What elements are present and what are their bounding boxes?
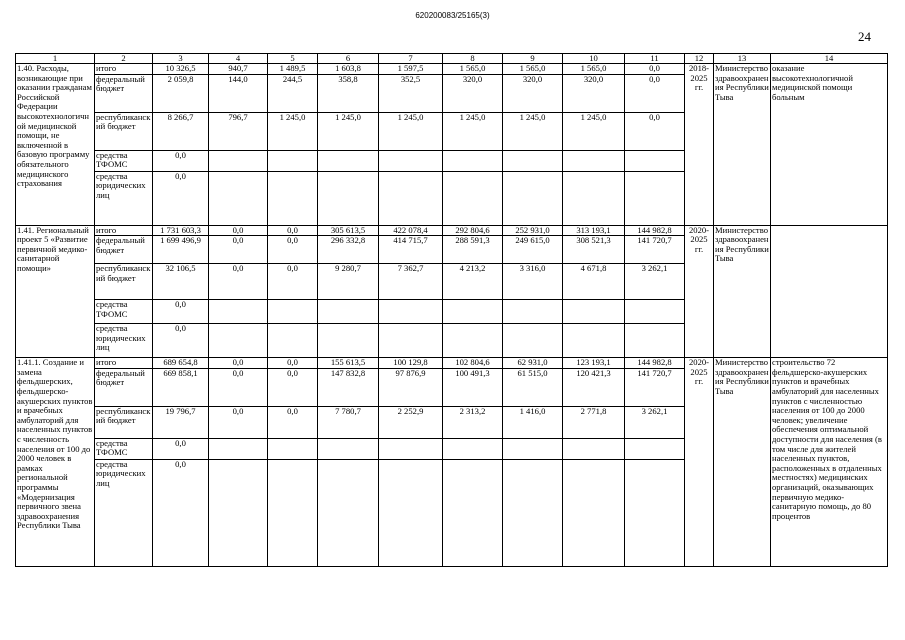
amount-cell <box>443 438 503 459</box>
amount-cell: 1 245,0 <box>318 112 379 150</box>
amount-cell: 9 280,7 <box>318 264 379 300</box>
amount-cell: 120 421,3 <box>563 368 625 406</box>
amount-cell: 1 245,0 <box>379 112 443 150</box>
amount-cell <box>503 438 563 459</box>
amount-cell: 292 804,6 <box>443 225 503 236</box>
amount-cell: 0,0 <box>268 406 318 438</box>
amount-cell: 0,0 <box>153 324 209 358</box>
amount-cell: 144 982,8 <box>625 225 685 236</box>
amount-cell: 1 245,0 <box>268 112 318 150</box>
amount-cell <box>503 324 563 358</box>
amount-cell: 141 720,7 <box>625 368 685 406</box>
amount-cell: 0,0 <box>153 438 209 459</box>
amount-cell: 3 262,1 <box>625 406 685 438</box>
amount-cell <box>443 300 503 324</box>
column-header: 10 <box>563 54 625 64</box>
column-header: 9 <box>503 54 563 64</box>
funding-source: средства юридических лиц <box>95 171 153 225</box>
amount-cell <box>443 150 503 171</box>
document-id: 620200083/25165(3) <box>415 11 490 20</box>
funding-source: республиканский бюджет <box>95 112 153 150</box>
amount-cell: 0,0 <box>625 74 685 112</box>
amount-cell: 7 780,7 <box>318 406 379 438</box>
amount-cell <box>563 459 625 566</box>
amount-cell <box>503 300 563 324</box>
funding-source: средства ТФОМС <box>95 150 153 171</box>
amount-cell: 1 603,8 <box>318 64 379 75</box>
amount-cell: 244,5 <box>268 74 318 112</box>
amount-cell: 1 416,0 <box>503 406 563 438</box>
amount-cell: 1 597,5 <box>379 64 443 75</box>
amount-cell <box>379 300 443 324</box>
amount-cell: 296 332,8 <box>318 236 379 264</box>
amount-cell <box>268 324 318 358</box>
amount-cell: 0,0 <box>209 225 268 236</box>
amount-cell: 352,5 <box>379 74 443 112</box>
amount-cell <box>563 150 625 171</box>
amount-cell <box>268 459 318 566</box>
amount-cell <box>443 171 503 225</box>
executor-cell: Министерство здравоохранения Республики Тыва <box>714 358 771 567</box>
amount-cell <box>503 150 563 171</box>
amount-cell: 940,7 <box>209 64 268 75</box>
executor-cell: Министерство здравоохранения Республики Тыва <box>714 64 771 226</box>
period-cell: 2018-2025 гг. <box>685 64 714 226</box>
page-number: 24 <box>858 29 871 44</box>
result-cell: строительство 72 фельдшерско-акушерских пунктов и врачебных амбулаторий для населенных пунктов с численностью населения от 100 до 2000 человек; увеличение обеспечения оптимальной доступности для населения (в том числе для жителей населенных пунктов, расположенных в отдаленных местностях) медицинских организаций, оказывающих первичную медико-санитарную помощь, до 80 процентов <box>771 358 888 567</box>
amount-cell: 62 931,0 <box>503 358 563 369</box>
period-cell: 2020-2025 гг. <box>685 225 714 358</box>
amount-cell <box>625 171 685 225</box>
column-header: 7 <box>379 54 443 64</box>
amount-cell <box>268 171 318 225</box>
funding-source: итого <box>95 225 153 236</box>
amount-cell <box>443 324 503 358</box>
funding-source: федеральный бюджет <box>95 368 153 406</box>
amount-cell: 308 521,3 <box>563 236 625 264</box>
amount-cell: 3 316,0 <box>503 264 563 300</box>
amount-cell <box>625 300 685 324</box>
amount-cell: 4 213,2 <box>443 264 503 300</box>
amount-cell: 8 266,7 <box>153 112 209 150</box>
amount-cell: 313 193,1 <box>563 225 625 236</box>
funding-source: федеральный бюджет <box>95 236 153 264</box>
amount-cell: 123 193,1 <box>563 358 625 369</box>
amount-cell: 1 489,5 <box>268 64 318 75</box>
amount-cell: 1 565,0 <box>503 64 563 75</box>
amount-cell <box>563 438 625 459</box>
column-header: 13 <box>714 54 771 64</box>
table-row <box>16 64 888 75</box>
header-row <box>16 54 888 64</box>
amount-cell: 0,0 <box>209 264 268 300</box>
amount-cell <box>318 459 379 566</box>
amount-cell: 422 078,4 <box>379 225 443 236</box>
amount-cell: 0,0 <box>625 64 685 75</box>
amount-cell: 0,0 <box>268 358 318 369</box>
amount-cell <box>318 324 379 358</box>
amount-cell: 0,0 <box>268 368 318 406</box>
amount-cell <box>209 150 268 171</box>
amount-cell: 0,0 <box>268 264 318 300</box>
amount-cell: 1 565,0 <box>443 64 503 75</box>
amount-cell: 144,0 <box>209 74 268 112</box>
amount-cell <box>318 171 379 225</box>
amount-cell <box>503 171 563 225</box>
amount-cell: 0,0 <box>625 112 685 150</box>
column-header: 1 <box>16 54 95 64</box>
amount-cell <box>318 150 379 171</box>
amount-cell: 2 059,8 <box>153 74 209 112</box>
amount-cell <box>379 459 443 566</box>
amount-cell: 3 262,1 <box>625 264 685 300</box>
amount-cell <box>318 438 379 459</box>
amount-cell <box>443 459 503 566</box>
amount-cell: 61 515,0 <box>503 368 563 406</box>
amount-cell: 0,0 <box>268 225 318 236</box>
amount-cell: 32 106,5 <box>153 264 209 300</box>
funding-source: средства ТФОМС <box>95 300 153 324</box>
amount-cell <box>625 324 685 358</box>
amount-cell: 288 591,3 <box>443 236 503 264</box>
amount-cell <box>209 459 268 566</box>
funding-source: федеральный бюджет <box>95 74 153 112</box>
amount-cell <box>379 150 443 171</box>
column-header: 11 <box>625 54 685 64</box>
amount-cell <box>563 324 625 358</box>
column-header: 6 <box>318 54 379 64</box>
amount-cell: 2 313,2 <box>443 406 503 438</box>
funding-source: итого <box>95 358 153 369</box>
amount-cell: 2 771,8 <box>563 406 625 438</box>
column-header: 2 <box>95 54 153 64</box>
amount-cell: 19 796,7 <box>153 406 209 438</box>
funding-source: итого <box>95 64 153 75</box>
column-header: 5 <box>268 54 318 64</box>
amount-cell: 689 654,8 <box>153 358 209 369</box>
budget-table <box>15 53 888 567</box>
amount-cell: 1 699 496,9 <box>153 236 209 264</box>
amount-cell: 358,8 <box>318 74 379 112</box>
amount-cell <box>379 438 443 459</box>
measure-name: 1.41. Региональный проект 5 «Развитие первичной медико-санитарной помощи» <box>16 225 95 358</box>
amount-cell <box>268 300 318 324</box>
amount-cell: 320,0 <box>503 74 563 112</box>
table-row <box>16 358 888 369</box>
result-cell <box>771 225 888 358</box>
amount-cell <box>625 438 685 459</box>
amount-cell <box>209 438 268 459</box>
amount-cell: 252 931,0 <box>503 225 563 236</box>
amount-cell <box>268 150 318 171</box>
amount-cell: 249 615,0 <box>503 236 563 264</box>
amount-cell <box>379 171 443 225</box>
amount-cell: 0,0 <box>268 236 318 264</box>
measure-name: 1.40. Расходы, возникающие при оказании гражданам Российской Федерации высокотехнологичной медицинской помощи, не включенной в базовую программу обязательного медицинского страхования <box>16 64 95 226</box>
executor-cell: Министерство здравоохранения Республики Тыва <box>714 225 771 358</box>
amount-cell: 0,0 <box>209 236 268 264</box>
amount-cell: 4 671,8 <box>563 264 625 300</box>
amount-cell: 0,0 <box>153 459 209 566</box>
column-header: 4 <box>209 54 268 64</box>
amount-cell <box>625 150 685 171</box>
measure-name: 1.41.1. Создание и замена фельдшерских, фельдшерско-акушерских пунктов и врачебных амбулаторий для населенных пунктов с численность населения от 100 до 2000 человек в рамках региональной программы «Модернизация первичного звена здравоохранения Республики Тыва <box>16 358 95 567</box>
amount-cell <box>209 300 268 324</box>
amount-cell: 669 858,1 <box>153 368 209 406</box>
amount-cell: 1 245,0 <box>443 112 503 150</box>
amount-cell: 0,0 <box>153 171 209 225</box>
amount-cell: 0,0 <box>153 300 209 324</box>
amount-cell: 97 876,9 <box>379 368 443 406</box>
amount-cell <box>209 171 268 225</box>
amount-cell: 1 245,0 <box>563 112 625 150</box>
amount-cell: 1 731 603,3 <box>153 225 209 236</box>
amount-cell: 0,0 <box>153 150 209 171</box>
amount-cell: 2 252,9 <box>379 406 443 438</box>
amount-cell: 100 491,3 <box>443 368 503 406</box>
amount-cell <box>625 459 685 566</box>
column-header: 12 <box>685 54 714 64</box>
amount-cell: 0,0 <box>209 406 268 438</box>
amount-cell: 7 362,7 <box>379 264 443 300</box>
amount-cell: 305 613,5 <box>318 225 379 236</box>
amount-cell: 10 326,5 <box>153 64 209 75</box>
funding-source: республиканский бюджет <box>95 406 153 438</box>
amount-cell: 796,7 <box>209 112 268 150</box>
funding-source: средства юридических лиц <box>95 324 153 358</box>
result-cell: оказание высокотехнологичной медицинской помощи больным <box>771 64 888 226</box>
amount-cell <box>503 459 563 566</box>
period-cell: 2020-2025 гг. <box>685 358 714 567</box>
amount-cell: 320,0 <box>443 74 503 112</box>
amount-cell: 414 715,7 <box>379 236 443 264</box>
amount-cell: 1 245,0 <box>503 112 563 150</box>
funding-source: средства ТФОМС <box>95 438 153 459</box>
amount-cell: 141 720,7 <box>625 236 685 264</box>
column-header: 3 <box>153 54 209 64</box>
amount-cell: 320,0 <box>563 74 625 112</box>
amount-cell: 144 982,8 <box>625 358 685 369</box>
column-header: 8 <box>443 54 503 64</box>
amount-cell: 100 129,8 <box>379 358 443 369</box>
amount-cell: 102 804,6 <box>443 358 503 369</box>
amount-cell <box>563 300 625 324</box>
amount-cell: 147 832,8 <box>318 368 379 406</box>
amount-cell <box>209 324 268 358</box>
amount-cell <box>268 438 318 459</box>
amount-cell: 0,0 <box>209 358 268 369</box>
column-header: 14 <box>771 54 888 64</box>
amount-cell <box>318 300 379 324</box>
amount-cell: 0,0 <box>209 368 268 406</box>
amount-cell <box>379 324 443 358</box>
amount-cell: 1 565,0 <box>563 64 625 75</box>
funding-source: средства юридических лиц <box>95 459 153 566</box>
funding-source: республиканский бюджет <box>95 264 153 300</box>
table-row <box>16 225 888 236</box>
amount-cell <box>563 171 625 225</box>
amount-cell: 155 613,5 <box>318 358 379 369</box>
